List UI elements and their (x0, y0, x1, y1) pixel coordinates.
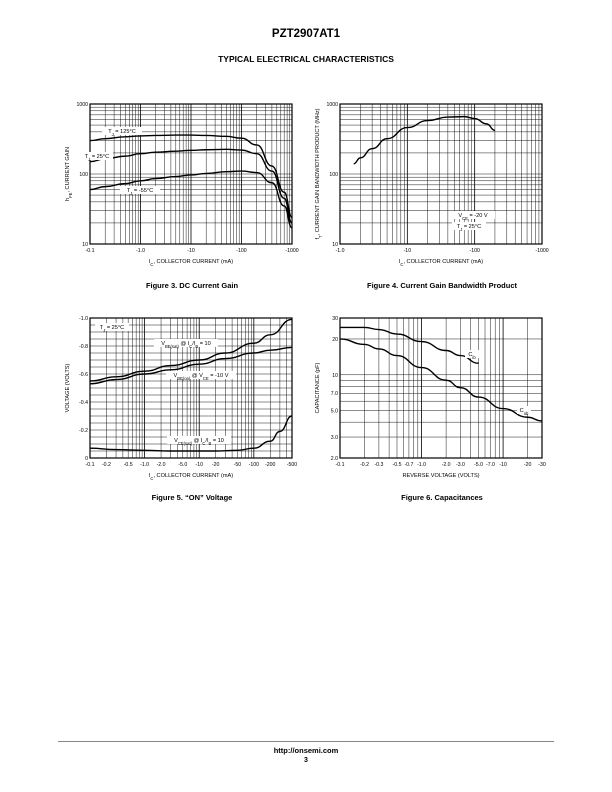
x-tick-label: -0.3 (374, 462, 384, 468)
y-tick-label: 100 (79, 172, 88, 178)
x-tick-label: -1.0 (335, 248, 345, 254)
figure-3-caption: Figure 3. DC Current Gain (145, 281, 239, 290)
x-tick-label: -1.0 (417, 462, 427, 468)
x-tick-label: -2.0 (156, 462, 166, 468)
x-tick-label: -10 (187, 248, 195, 254)
y-tick-label: -0.4 (79, 400, 88, 406)
figure-4-caption: Figure 4. Current Gain Bandwidth Product (366, 281, 517, 290)
x-tick-label: -0.1 (85, 462, 95, 468)
x-tick-label: -7.0 (485, 462, 495, 468)
x-tick-label: -30 (538, 462, 546, 468)
x-tick-label: -2.0 (441, 462, 451, 468)
x-tick-label: -1000 (285, 248, 299, 254)
x-tick-label: -0.1 (85, 248, 95, 254)
x-tick-label: -5.0 (178, 462, 188, 468)
annotation-vbe-sat: $V_{BE(sat)}$ @ $I_C/I_B = 10$ (161, 341, 211, 349)
y-tick-label: 2.0 (330, 456, 338, 462)
x-tick-label: -0.5 (123, 462, 133, 468)
x-tick-label: -1.0 (136, 248, 145, 254)
y-tick-label: -0.6 (79, 372, 88, 378)
annotation-tj-25: $T_J = 25^\circ C$ (84, 154, 110, 162)
x-tick-label: -200 (265, 462, 276, 468)
figure-6-caption: Figure 6. Capacitances (401, 493, 483, 502)
x-tick-label: -100 (469, 248, 480, 254)
y-axis-title: $h_{FE}$, CURRENT GAIN (65, 146, 73, 202)
x-axis-title: $I_C$, COLLECTOR CURRENT (mA) (148, 473, 234, 481)
y-tick-label: 0 (85, 456, 88, 462)
figure-3-dc-current-gain-chart (60, 96, 300, 274)
x-tick-label: -0.2 (360, 462, 370, 468)
x-axis-title: REVERSE VOLTAGE (VOLTS) (402, 473, 480, 479)
annotation-tj-minus-55: $T_J = -55^\circ C$ (126, 188, 154, 196)
y-tick-label: 100 (329, 172, 338, 178)
y-tick-label: 7.0 (330, 391, 338, 398)
x-tick-label: -0.1 (335, 462, 345, 468)
annotation-cob: $C_{ob}$ (519, 408, 529, 416)
y-tick-label: 10 (332, 372, 338, 379)
y-tick-label: 30 (332, 316, 338, 322)
annotation-tj: $T_J = 25^\circ C$ (99, 325, 125, 333)
x-axis-title: $I_C$, COLLECTOR CURRENT (mA) (398, 259, 484, 267)
y-tick-label: 10 (82, 242, 88, 248)
figure-6-capacitances-chart (310, 310, 550, 488)
grid (340, 104, 542, 244)
x-axis-title: $I_C$, COLLECTOR CURRENT (mA) (148, 259, 234, 267)
y-tick-label: 3.0 (330, 435, 338, 442)
y-tick-label: -0.8 (79, 344, 88, 350)
x-tick-label: -10 (403, 248, 412, 254)
figure-5-caption: Figure 5. “ON” Voltage (151, 493, 233, 502)
y-tick-label: 1000 (326, 102, 338, 108)
x-tick-label: -0.2 (101, 462, 111, 468)
x-tick-label: -3.0 (455, 462, 465, 468)
annotation-tj-125: $T_J = 125^\circ C$ (108, 129, 136, 137)
annotation-vce: $V_{CE} = -20$ V (458, 213, 488, 221)
x-tick-label: -1.0 (140, 462, 150, 468)
y-tick-label: -1.0 (79, 316, 88, 322)
y-tick-label: 10 (332, 242, 338, 248)
series-line-cob (340, 339, 542, 421)
x-tick-label: -100 (248, 462, 260, 468)
x-tick-label: -10 (499, 462, 507, 468)
footer-divider (58, 741, 554, 742)
annotation-vbe-on: $V_{BE(on)}$ @ $V_{CE} = -10$ V (173, 373, 229, 381)
y-tick-label: 5.0 (330, 408, 338, 415)
y-axis-title: $f_T$, CURRENT GAIN BANDWIDTH PRODUCT (MHz) (315, 108, 323, 240)
x-tick-label: -500 (286, 462, 298, 468)
y-tick-label: -0.2 (79, 428, 88, 434)
figure-5-on-voltage-chart (60, 310, 300, 488)
footer-url: http://onsemi.com (273, 746, 339, 755)
y-tick-label: 20 (332, 336, 338, 343)
x-tick-label: -20 (523, 462, 532, 468)
x-tick-label: -10 (195, 462, 203, 468)
annotation-cib: $C_{ib}$ (468, 352, 476, 360)
x-tick-label: -0.5 (392, 462, 402, 468)
annotation-vce-sat: $V_{CE(sat)}$ @ $I_C/I_B = 10$ (174, 438, 224, 446)
grid (340, 318, 542, 458)
section-title: TYPICAL ELECTRICAL CHARACTERISTICS (218, 54, 394, 64)
series-line-ft (354, 117, 495, 164)
y-axis-title: CAPACITANCE (pF) (315, 362, 321, 414)
y-tick-label: 1000 (76, 102, 88, 108)
page-number: 3 (304, 757, 308, 764)
x-tick-label: -1000 (535, 248, 549, 254)
annotation-tj: $T_J = 25^\circ C$ (456, 224, 482, 232)
y-axis-title: VOLTAGE (VOLTS) (65, 363, 71, 413)
x-tick-label: -20 (211, 462, 220, 468)
series-line-vce-sat-ic-ib-10 (90, 416, 292, 451)
x-tick-label: -0.7 (404, 462, 414, 468)
page-title: PZT2907AT1 (271, 28, 341, 40)
series-line-cib (340, 327, 479, 363)
x-tick-label: -100 (236, 248, 247, 254)
x-tick-label: -5.0 (474, 462, 484, 468)
figure-4-gain-bandwidth-chart (310, 96, 550, 274)
x-tick-label: -50 (233, 462, 242, 468)
